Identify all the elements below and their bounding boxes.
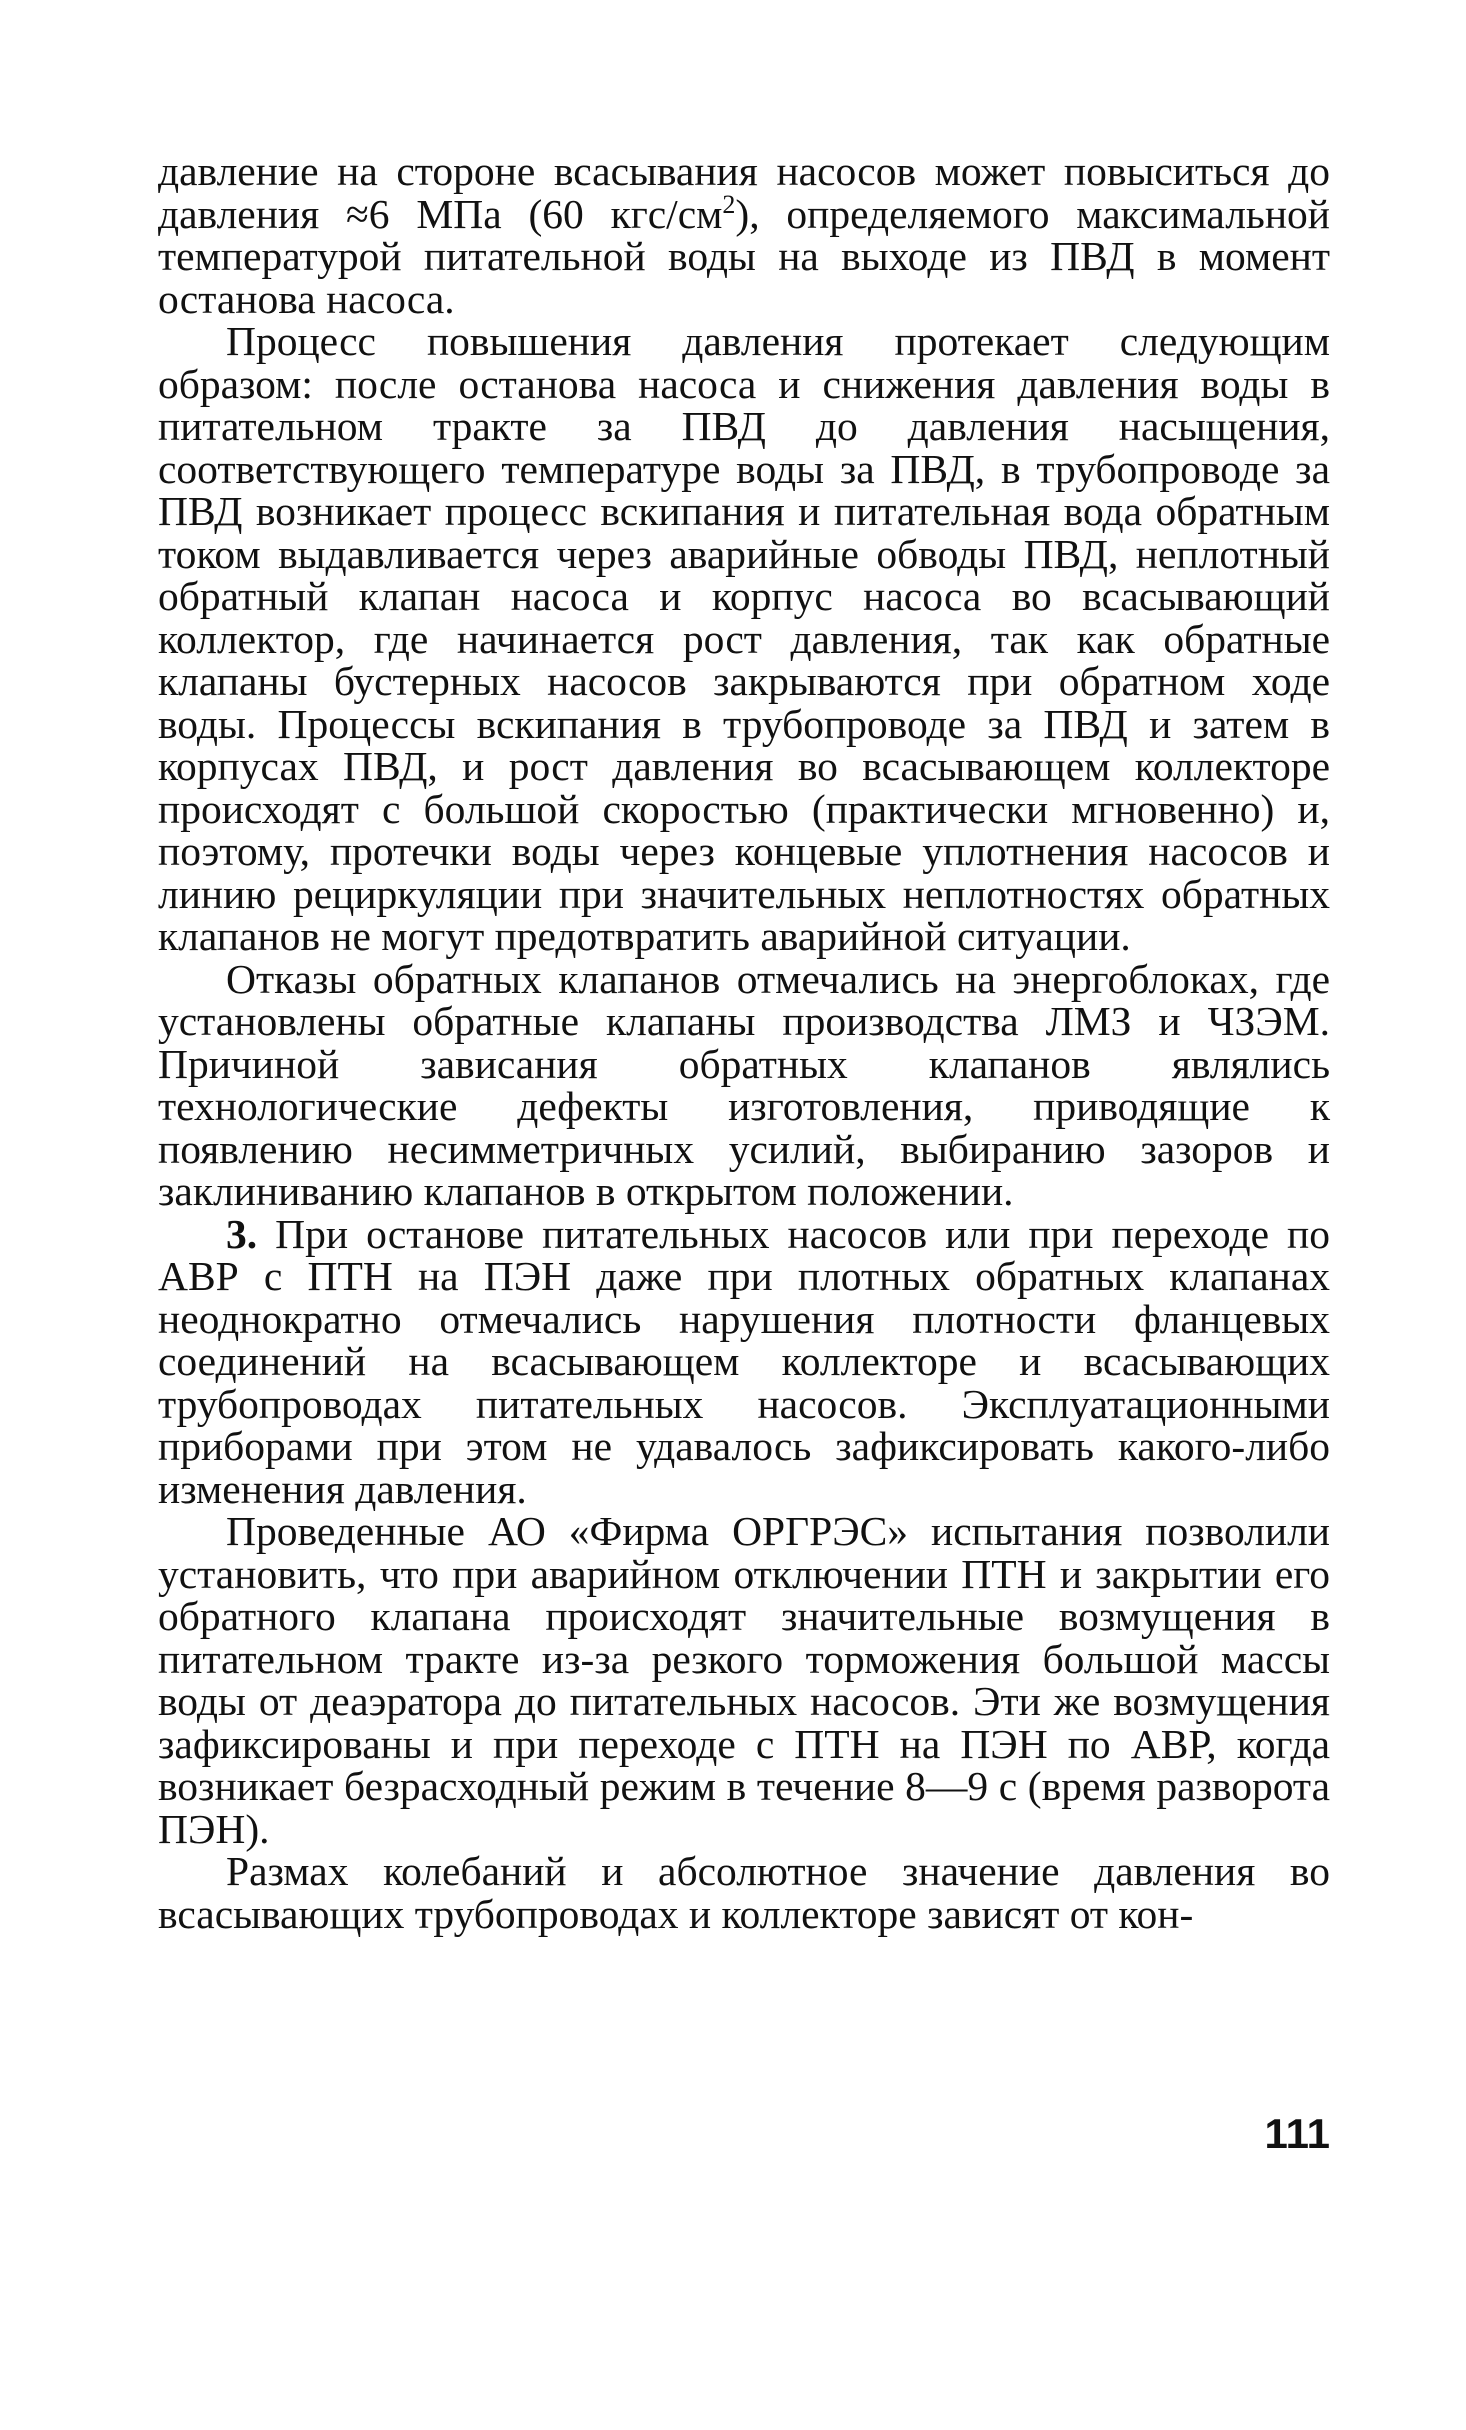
page-body (158, 150, 1330, 1935)
list-number: 3. (226, 1210, 258, 1257)
paragraph-1-text: давление на стороне всасывания насосов может повыситься до давления ≈6 МПа (60 кгс/см (158, 148, 1330, 237)
paragraph-1-text-end: ), определяемого максимальной температурой питательной воды на выходе из ПВД в момент останова насоса. (158, 190, 1330, 322)
page-number: 111 (1264, 2110, 1330, 2157)
paragraph-5: Проведенные АО «Фирма ОРГРЭС» испытания позволили установить, что при аварийном отключении ПТН и закрытии его обратного клапана происходят значительные возмущения в питательном тракте из-за резкого торможения большой массы воды от деаэратора до питательных насосов. Эти же возмущения зафиксированы и при переходе с ПТН на ПЭН по АВР, когда возникает безрасходный режим в течение 8—9 с (время разворота ПЭН). (158, 1508, 1330, 1852)
paragraph-4 (158, 1210, 1330, 1512)
paragraph-2: Процесс повышения давления протекает следующим образом: после останова насоса и снижения давления воды в питательном тракте за ПВД до давления насыщения, соответствующего температуре воды за ПВД, в трубопроводе за ПВД возникает процесс вскипания и питательная вода обратным током выдавливается через аварийные обводы ПВД, неплотный обратный клапан насоса и корпус насоса во всасывающий коллектор, где начинается рост давления, так как обратные клапаны бустерных насосов закрываются при обратном ходе воды. Процессы вскипания в трубопроводе за ПВД и затем в корпусах ПВД, и рост давления во всасывающем коллекторе происходят с большой скоростью (практически мгновенно) и, поэтому, протечки воды через концевые уплотнения насосов и линию рециркуляции при значительных неплотностях обратных клапанов не могут предотвратить аварийной ситуации. (158, 318, 1330, 959)
paragraph-6: Размах колебаний и абсолютное значение давления во всасывающих трубопроводах и коллекторе зависят от кон- (158, 1848, 1330, 1937)
paragraph-3: Отказы обратных клапанов отмечались на энергоблоках, где установлены обратные клапаны производства ЛМЗ и ЧЗЭМ. Причиной зависания обратных клапанов являлись технологические дефекты изготовления, приводящие к появлению несимметричных усилий, выбиранию зазоров и заклиниванию клапанов в открытом положении. (158, 955, 1330, 1214)
paragraph-1 (158, 150, 1330, 320)
superscript-2: 2 (722, 189, 736, 219)
paragraph-4-text: При останове питательных насосов или при переходе по АВР с ПТН на ПЭН даже при плотных обратных клапанах неоднократно отмечались нарушения плотности фланцевых соединений на всасывающем коллекторе и всасывающих трубопроводах питательных насосов. Эксплуатационными приборами при этом не удавалось зафиксировать какого-либо изменения давления. (158, 1210, 1330, 1512)
